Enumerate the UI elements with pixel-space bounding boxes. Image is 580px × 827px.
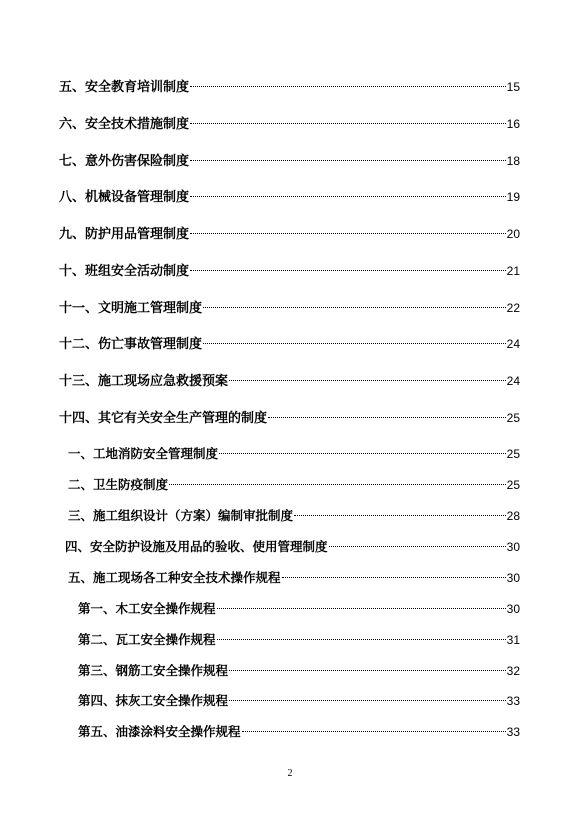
dot-leader (268, 417, 506, 418)
toc-entry[interactable] (59, 407, 520, 426)
toc-entry-page: 18 (506, 154, 520, 168)
toc-entry[interactable] (68, 506, 520, 524)
toc-entry-page: 22 (506, 301, 520, 315)
toc-entry[interactable] (59, 113, 520, 132)
toc-entry-title: 六、安全技术措施制度 (59, 117, 190, 132)
toc-entry-title: 五、施工现场各工种安全技术操作规程 (68, 570, 281, 585)
dot-leader (190, 86, 506, 87)
toc-entry-title: 七、意外伤害保险制度 (59, 154, 190, 169)
toc-entry-page: 25 (506, 411, 520, 425)
dot-leader (294, 515, 506, 516)
toc-entry-page: 33 (506, 725, 520, 739)
toc-entry-page: 15 (506, 80, 520, 94)
dot-leader (229, 380, 506, 381)
dot-leader (242, 731, 506, 732)
dot-leader (219, 453, 506, 454)
toc-entry[interactable] (68, 475, 520, 493)
dot-leader (329, 546, 506, 547)
toc-entry[interactable] (59, 370, 520, 389)
dot-leader (190, 123, 506, 124)
toc-entry-title: 三、施工组织设计（方案）编制审批制度 (68, 508, 294, 523)
toc-entry[interactable] (59, 186, 520, 205)
dot-leader (217, 639, 506, 640)
toc-entry-title: 第四、抹灰工安全操作规程 (78, 693, 229, 708)
toc-entry-title: 第五、油漆涂料安全操作规程 (78, 724, 241, 739)
dot-leader (169, 484, 506, 485)
dot-leader (229, 700, 506, 701)
toc-entry-page: 24 (506, 337, 520, 351)
dot-leader (282, 577, 506, 578)
toc-entry-page: 19 (506, 190, 520, 204)
dot-leader (203, 343, 506, 344)
toc-entry[interactable] (59, 76, 520, 95)
toc-entry-page: 31 (506, 633, 520, 647)
toc-entry[interactable] (59, 260, 520, 279)
dot-leader (229, 670, 506, 671)
toc-entry[interactable] (78, 722, 520, 740)
toc-entry[interactable] (78, 630, 520, 648)
toc-entry[interactable] (65, 537, 520, 555)
toc-entry[interactable] (78, 599, 520, 617)
dot-leader (190, 233, 506, 234)
toc-entry[interactable] (68, 444, 520, 462)
toc-entry-title: 九、防护用品管理制度 (59, 227, 190, 242)
toc-entry-page: 25 (506, 447, 520, 461)
toc-entry-title: 二、卫生防疫制度 (68, 477, 169, 492)
toc-entry-page: 28 (506, 509, 520, 523)
toc-entry-title: 第三、钢筋工安全操作规程 (78, 663, 229, 678)
toc-entry-title: 十二、伤亡事故管理制度 (59, 337, 203, 352)
toc-entry-title: 十四、其它有关安全生产管理的制度 (59, 411, 268, 426)
toc-entry-page: 25 (506, 478, 520, 492)
toc-entry-title: 第二、瓦工安全操作规程 (78, 632, 216, 647)
toc-entry-title: 第一、木工安全操作规程 (78, 601, 216, 616)
toc-entry-page: 30 (506, 602, 520, 616)
toc-entry-page: 33 (506, 694, 520, 708)
toc-entry-page: 30 (506, 540, 520, 554)
toc-entry-page: 16 (506, 117, 520, 131)
toc-entry-page: 24 (506, 374, 520, 388)
toc-entry-page: 20 (506, 227, 520, 241)
toc-entry-page: 30 (506, 571, 520, 585)
toc-entry[interactable] (59, 223, 520, 242)
toc-entry[interactable] (68, 568, 520, 586)
toc-entry-title: 四、安全防护设施及用品的验收、使用管理制度 (65, 539, 328, 554)
dot-leader (190, 196, 506, 197)
toc-entry[interactable] (59, 297, 520, 316)
page-number: 2 (287, 768, 293, 779)
dot-leader (190, 270, 506, 271)
toc-entry[interactable] (59, 333, 520, 352)
toc-entry[interactable] (78, 691, 520, 709)
toc-entry-page: 21 (506, 264, 520, 278)
dot-leader (190, 160, 506, 161)
toc-entry-page: 32 (506, 664, 520, 678)
dot-leader (217, 608, 506, 609)
toc-entry-title: 十三、施工现场应急救援预案 (59, 374, 229, 389)
toc-entry-title: 十一、文明施工管理制度 (59, 301, 203, 316)
toc-entry[interactable] (59, 150, 520, 169)
toc-entry-title: 一、工地消防安全管理制度 (68, 446, 219, 461)
toc-entry[interactable] (78, 661, 520, 679)
toc-entry-title: 五、安全教育培训制度 (59, 80, 190, 95)
toc-entry-title: 十、班组安全活动制度 (59, 264, 190, 279)
toc-entry-title: 八、机械设备管理制度 (59, 190, 190, 205)
dot-leader (203, 307, 506, 308)
